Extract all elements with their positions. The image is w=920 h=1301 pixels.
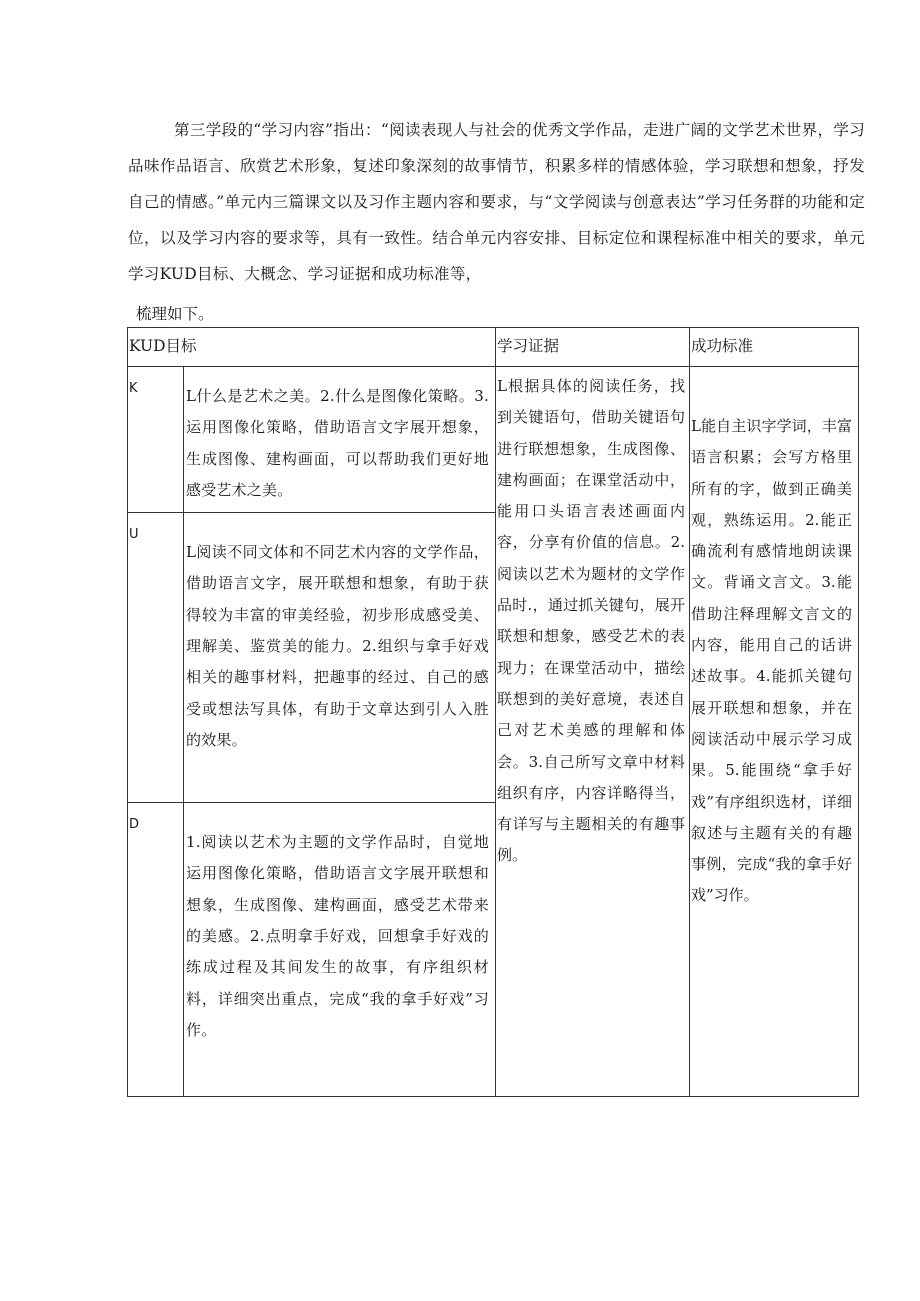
- row-content-k: L什么是艺术之美。2.什么是图像化策略。3.运用图像化策略，借助语言文字展开想象，生成图像、建构画面，可以帮助我们更好地感受艺术之美。: [184, 367, 496, 513]
- intro-paragraph: 第三学段的“学习内容”指出：“阅读表现人与社会的优秀文学作品，走进广阔的文学艺术世界，学习品味作品语言、欣赏艺术形象，复述印象深刻的故事情节，积累多样的情感体验，学习联想和想象，抒发自己的情感。”单元内三篇课文以及习作主题内容和要求，与“文学阅读与创意表达”学习任务群的功能和定位，以及学习内容的要求等，具有一致性。结合单元内容安排、目标定位和课程标准中相关的要求，单元学习KUD目标、大概念、学习证据和成功标准等，: [128, 121, 865, 283]
- header-kud: KUD目标: [128, 328, 496, 367]
- row-content-d: 1.阅读以艺术为主题的文学作品时，自觉地运用图像化策略，借助语言文字展开联想和想象，生成图像、建构画面，感受艺术带来的美感。2.点明拿手好戏，回想拿手好戏的练成过程及其间发生的故事，有序组织材料，详细突出重点，完成“我的拿手好戏”习作。: [184, 803, 496, 1097]
- row-tag-u: U: [128, 513, 184, 803]
- row-tag-k: K: [128, 367, 184, 513]
- header-evidence: 学习证据: [496, 328, 690, 367]
- evidence-cell: L根据具体的阅读任务，找到关键语句，借助关键语句进行联想想象，生成图像、建构画面；在课堂活动中，能用口头语言表述画面内容，分享有价值的信息。2.阅读以艺术为题材的文学作品时.，通过抓关键句，展开联想和想象，感受艺术的表现力；在课堂活动中，描绘联想到的美好意境，表述自己对艺术美感的理解和体会。3.自己所写文章中材料组织有序，内容详略得当，有详写与主题相关的有趣事例。: [496, 367, 690, 1097]
- table-header-row: [128, 328, 859, 367]
- criteria-cell: L能自主识字学词，丰富语言积累；会写方格里所有的字，做到正确美观，熟练运用。2.能正确流利有感情地朗读课文。背诵文言文。3.能借助注释理解文言文的内容，能用自己的话讲述故事。4.能抓关键句展开联想和想象，并在阅读活动中展示学习成果。5.能围绕“拿手好戏”有序组织选材，详细叙述与主题有关的有趣事例，完成“我的拿手好戏”习作。: [690, 367, 859, 1097]
- kud-table: [127, 327, 859, 1097]
- header-criteria: 成功标准: [690, 328, 859, 367]
- row-content-u: L阅读不同文体和不同艺术内容的文学作品，借助语言文字，展开联想和想象，有助于获得较为丰富的审美经验，初步形成感受美、理解美、鉴赏美的能力。2.组织与拿手好戏相关的趣事材料，把趣事的经过、自己的感受或想法写具体，有助于文章达到引人入胜的效果。: [184, 513, 496, 803]
- intro-lead-line: 梳理如下。: [136, 305, 214, 323]
- row-tag-d: D: [128, 803, 184, 1097]
- table-row-k: [128, 367, 859, 513]
